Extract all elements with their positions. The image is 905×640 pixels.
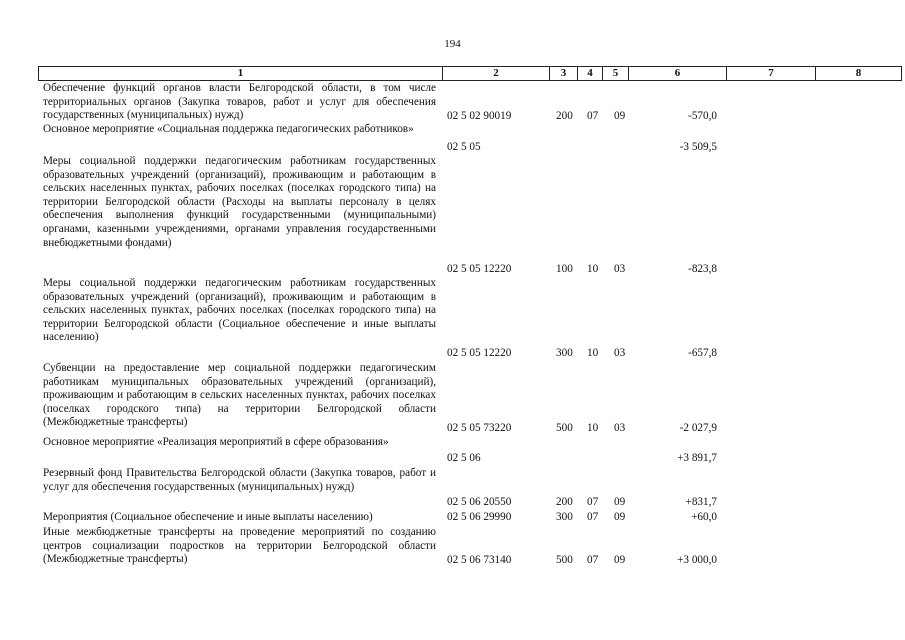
table-row	[0, 436, 905, 467]
row-col5: 03	[614, 263, 626, 275]
column-header-7: 7	[727, 67, 816, 81]
row-col4: 07	[587, 110, 599, 122]
row-col5: 09	[614, 554, 626, 566]
row-description: Резервный фонд Правительства Белгородской области (Закупка товаров, работ и услуг для обеспечения государственных (муниципальных) нужд)	[43, 467, 436, 493]
row-code: 02 5 05 12220	[447, 347, 512, 359]
row-amount: +3 891,7	[677, 452, 717, 464]
column-header-table	[38, 66, 902, 81]
row-amount: +831,7	[685, 496, 717, 508]
column-header-6: 6	[629, 67, 727, 81]
row-amount: +3 000,0	[677, 554, 717, 566]
row-col3: 100	[556, 263, 573, 275]
row-col3: 300	[556, 511, 573, 523]
row-description: Основное мероприятие «Реализация мероприятий в сфере образования»	[43, 436, 389, 448]
column-header-1: 1	[39, 67, 443, 81]
row-col4: 10	[587, 347, 599, 359]
row-code: 02 5 05 73220	[447, 422, 512, 434]
row-col4: 07	[587, 554, 599, 566]
row-col4: 10	[587, 263, 599, 275]
row-col5: 09	[614, 110, 626, 122]
row-code: 02 5 02 90019	[447, 110, 512, 122]
column-header-3: 3	[550, 67, 578, 81]
table-row	[0, 511, 905, 526]
row-description: Иные межбюджетные трансферты на проведение мероприятий по созданию центров социализации подростков на территории Белгородской области (Межбюджетные трансферты)	[43, 526, 436, 566]
row-col5: 03	[614, 422, 626, 434]
column-header-2: 2	[443, 67, 550, 81]
row-col4: 07	[587, 496, 599, 508]
row-description: Основное мероприятие «Социальная поддержка педагогических работников»	[43, 123, 414, 135]
table-row	[0, 362, 905, 436]
row-description: Субвенции на предоставление мер социальной поддержки педагогическим работникам муниципальных образовательных учреждений (организаций), проживающим и работающим в сельских населенных пунктах, рабочих поселках (поселках городского типа) на территории Белгородской области (Межбюджетные трансферты)	[43, 362, 436, 429]
column-header-5: 5	[603, 67, 629, 81]
table-row	[0, 155, 905, 277]
table-row	[0, 82, 905, 123]
row-col3: 200	[556, 110, 573, 122]
row-col3: 200	[556, 496, 573, 508]
row-code: 02 5 06 20550	[447, 496, 512, 508]
row-amount: -657,8	[688, 347, 717, 359]
row-amount: -823,8	[688, 263, 717, 275]
row-amount: -3 509,5	[679, 141, 717, 153]
row-code: 02 5 05	[447, 141, 481, 153]
row-description: Меры социальной поддержки педагогическим работникам государственных образовательных учреждений (организаций), проживающим и работающим в сельских населенных пунктах, рабочих поселках (поселках городского типа) на территории Белгородской области (Расходы на выплаты персоналу в целях обеспечения выполнения функций государственными (муниципальными) органами, казенными учреждениями, органами управления государственными внебюджетными фондами)	[43, 155, 436, 249]
row-code: 02 5 06 29990	[447, 511, 512, 523]
row-amount: -570,0	[688, 110, 717, 122]
row-col4: 10	[587, 422, 599, 434]
row-code: 02 5 06 73140	[447, 554, 512, 566]
row-code: 02 5 05 12220	[447, 263, 512, 275]
column-header-4: 4	[578, 67, 603, 81]
row-col3: 300	[556, 347, 573, 359]
row-description: Меры социальной поддержки педагогическим работникам государственных образовательных учреждений (организаций), проживающим и работающим в сельских населенных пунктах, рабочих поселках (поселках городского типа) на территории Белгородской области (Социальное обеспечение и иные выплаты населению)	[43, 277, 436, 344]
row-amount: -2 027,9	[679, 422, 717, 434]
row-col5: 09	[614, 496, 626, 508]
table-row	[0, 467, 905, 511]
budget-rows	[0, 82, 905, 571]
row-col4: 07	[587, 511, 599, 523]
row-col3: 500	[556, 554, 573, 566]
row-amount: +60,0	[691, 511, 717, 523]
row-description: Обеспечение функций органов власти Белгородской области, в том числе территориальных органов (Закупка товаров, работ и услуг для обеспечения государственных (муниципальных) нужд)	[43, 82, 436, 122]
row-col5: 09	[614, 511, 626, 523]
table-row	[0, 526, 905, 571]
column-header-row	[39, 67, 902, 81]
table-row	[0, 277, 905, 362]
table-row	[0, 123, 905, 155]
row-col3: 500	[556, 422, 573, 434]
row-col5: 03	[614, 347, 626, 359]
column-header-8: 8	[816, 67, 902, 81]
page-number: 194	[444, 38, 461, 50]
row-code: 02 5 06	[447, 452, 481, 464]
row-description: Мероприятия (Социальное обеспечение и иные выплаты населению)	[43, 511, 373, 523]
